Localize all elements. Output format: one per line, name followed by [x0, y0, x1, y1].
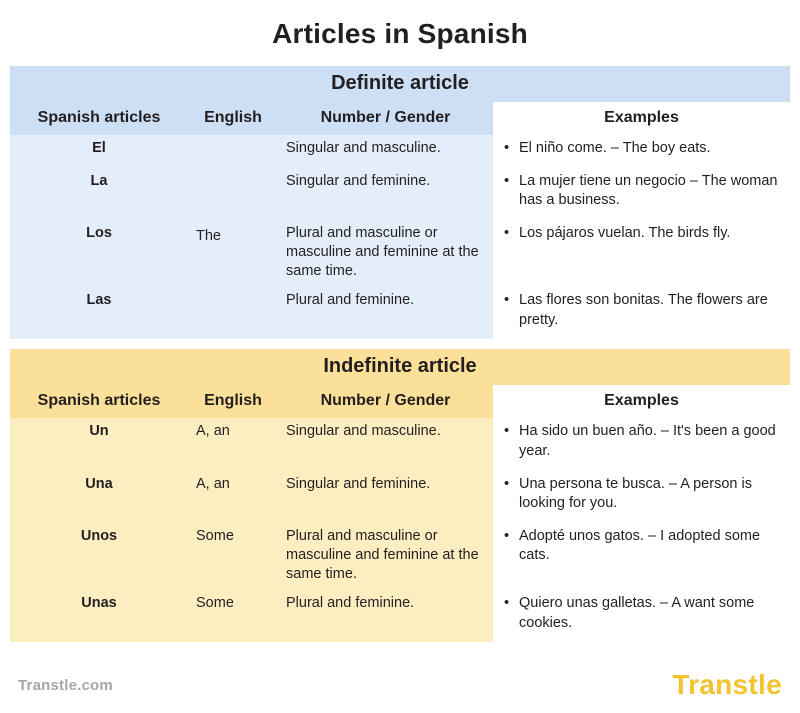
- number-gender-una: Singular and feminine.: [278, 471, 493, 523]
- english-unos: Some: [188, 523, 278, 590]
- examples-unos: [493, 523, 790, 590]
- english-unas: Some: [188, 590, 278, 642]
- example-item: • Adopté unos gatos. – I adopted some cats.: [517, 527, 782, 566]
- example-item: • Las flores son bonitas. The flowers are pretty.: [517, 291, 782, 330]
- column-header-spanish-articles: Spanish articles: [10, 102, 188, 135]
- examples-las: [493, 287, 790, 339]
- column-header-english: English: [188, 385, 278, 418]
- examples-una: [493, 471, 790, 523]
- table-row: [10, 590, 790, 642]
- number-gender-el: Singular and masculine.: [278, 135, 493, 168]
- examples-unas: [493, 590, 790, 642]
- example-item: • El niño come. – The boy eats.: [517, 139, 782, 159]
- column-header-english: English: [188, 102, 278, 135]
- article-las: Las: [10, 287, 188, 339]
- number-gender-las: Plural and feminine.: [278, 287, 493, 339]
- indefinite-article-table: [10, 385, 790, 642]
- table-header-row: [10, 385, 790, 418]
- column-header-examples: Examples: [493, 385, 790, 418]
- number-gender-un: Singular and masculine.: [278, 418, 493, 470]
- site-name: Transtle.com: [18, 676, 113, 694]
- definite-article-section: [10, 66, 790, 339]
- table-row: [10, 168, 790, 220]
- indefinite-article-section: [10, 349, 790, 642]
- table-row: [10, 135, 790, 168]
- definite-band-title: Definite article: [10, 66, 790, 102]
- examples-el: [493, 135, 790, 168]
- table-row: [10, 220, 790, 287]
- column-header-spanish-articles: Spanish articles: [10, 385, 188, 418]
- number-gender-los: Plural and masculine or masculine and feminine at the same time.: [278, 220, 493, 287]
- example-item: • Una persona te busca. – A person is looking for you.: [517, 475, 782, 514]
- article-unos: Unos: [10, 523, 188, 590]
- column-header-number-gender: Number / Gender: [278, 102, 493, 135]
- article-la: La: [10, 168, 188, 220]
- examples-un: [493, 418, 790, 470]
- article-un: Un: [10, 418, 188, 470]
- example-item: • La mujer tiene un negocio – The woman has a business.: [517, 172, 782, 211]
- table-header-row: [10, 102, 790, 135]
- infographic-page: [0, 18, 800, 713]
- column-header-number-gender: Number / Gender: [278, 385, 493, 418]
- english-definite-merged: The: [188, 135, 278, 339]
- english-una: A, an: [188, 471, 278, 523]
- table-row: [10, 287, 790, 339]
- english-un: A, an: [188, 418, 278, 470]
- article-el: El: [10, 135, 188, 168]
- indefinite-band-title: Indefinite article: [10, 349, 790, 385]
- article-unas: Unas: [10, 590, 188, 642]
- footer: [0, 665, 800, 705]
- examples-los: [493, 220, 790, 287]
- example-item: • Ha sido un buen año. – It's been a good year.: [517, 422, 782, 461]
- page-title: Articles in Spanish: [272, 18, 528, 49]
- article-los: Los: [10, 220, 188, 287]
- table-row: [10, 523, 790, 590]
- column-header-examples: Examples: [493, 102, 790, 135]
- example-item: • Quiero unas galletas. – A want some cookies.: [517, 594, 782, 633]
- definite-article-table: [10, 102, 790, 339]
- article-una: Una: [10, 471, 188, 523]
- brand-logo: Transtle: [672, 669, 782, 700]
- number-gender-la: Singular and feminine.: [278, 168, 493, 220]
- table-row: [10, 471, 790, 523]
- example-item: • Los pájaros vuelan. The birds fly.: [517, 224, 782, 244]
- number-gender-unos: Plural and masculine or masculine and feminine at the same time.: [278, 523, 493, 590]
- table-row: [10, 418, 790, 470]
- examples-la: [493, 168, 790, 220]
- number-gender-unas: Plural and feminine.: [278, 590, 493, 642]
